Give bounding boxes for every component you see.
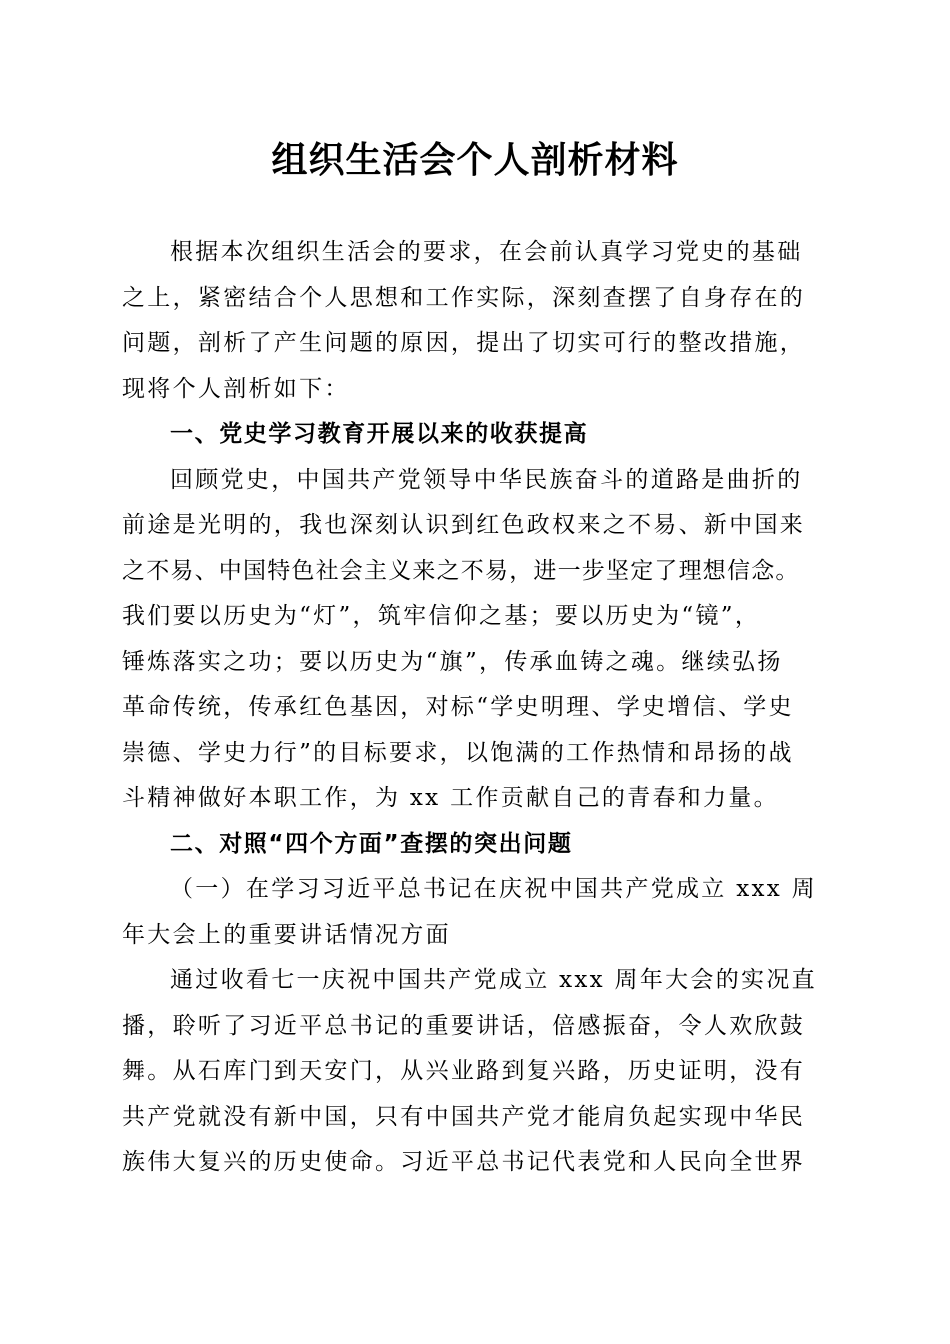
section-1-paragraph-line: 回顾党史，中国共产党领导中华民族奋斗的道路是曲折的 <box>170 466 803 493</box>
section-1-paragraph-line: 崇德、学史力行”的目标要求，以饱满的工作热情和昂扬的战 <box>122 739 794 766</box>
section-1-paragraph-line: 斗精神做好本职工作，为 xx 工作贡献自己的青春和力量。 <box>122 785 779 811</box>
section-1-paragraph-line: 锤炼落实之功；要以历史为“旗”，传承血铸之魂。继续弘扬 <box>122 648 783 675</box>
document-title: 组织生活会个人剖析材料 <box>271 139 679 181</box>
subsection-1-paragraph-line: 舞。从石库门到天安门，从兴业路到复兴路，历史证明，没有 <box>122 1058 806 1084</box>
subsection-1-paragraph-line: 播，聆听了习近平总书记的重要讲话，倍感振奋，令人欢欣鼓 <box>122 1012 806 1039</box>
document-body <box>122 230 842 1186</box>
section-1-paragraph-line: 之不易、中国特色社会主义来之不易，进一步坚定了理想信念。 <box>122 557 800 584</box>
intro-paragraph-line: 根据本次组织生活会的要求，在会前认真学习党史的基础 <box>170 239 803 265</box>
section-1-paragraph-line: 我们要以历史为“灯”，筑牢信仰之基；要以历史为“镜”， <box>122 603 761 629</box>
section-1-paragraph-line: 前途是光明的，我也深刻认识到红色政权来之不易、新中国来 <box>122 512 806 538</box>
subsection-heading-1: （一）在学习习近平总书记在庆祝中国共产党成立 xxx 周 <box>170 876 817 902</box>
intro-paragraph-line: 之上，紧密结合个人思想和工作实际，深刻查摆了自身存在的 <box>122 284 806 311</box>
subsection-1-paragraph-line: 通过收看七一庆祝中国共产党成立 xxx 周年大会的实况直 <box>170 967 817 993</box>
section-1-paragraph-line: 革命传统，传承红色基因，对标“学史明理、学史增信、学史 <box>122 694 794 720</box>
subsection-heading-1-continued: 年大会上的重要讲话情况方面 <box>122 921 451 948</box>
section-heading-2: 二、对照“四个方面”查摆的突出问题 <box>170 830 573 857</box>
intro-paragraph-line: 现将个人剖析如下： <box>122 375 350 402</box>
intro-paragraph-line: 问题，剖析了产生问题的原因，提出了切实可行的整改措施， <box>122 330 806 356</box>
subsection-1-paragraph-line: 族伟大复兴的历史使命。习近平总书记代表党和人民向全世界 <box>122 1149 806 1175</box>
subsection-1-paragraph-line: 共产党就没有新中国，只有中国共产党才能肩负起实现中华民 <box>122 1103 806 1130</box>
section-heading-1: 一、党史学习教育开展以来的收获提高 <box>170 421 589 447</box>
